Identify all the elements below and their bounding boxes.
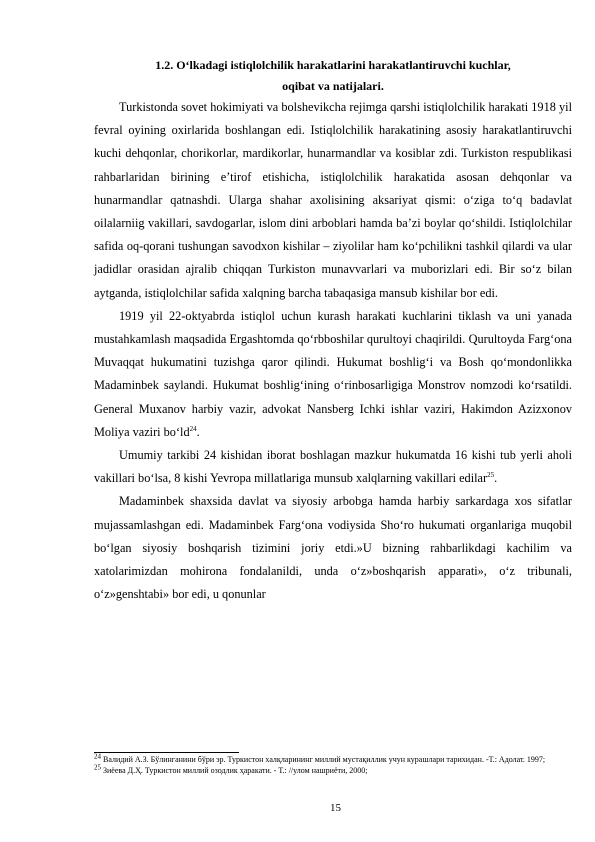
paragraph-1-text: Turkistonda sovet hokimiyati va bolshevikcha rejimga qarshi istiqlolchilik harakati 1918 yil fevral oyining oxirlarida boshlangan edi. Istiqlolchilik harakatining asosiy harakatlantiruvchi kuchi dehqonlar, chorikorlar, mardikorlar, hunarmandlar va kosiblar zdi. Turkiston respublikasi rahbarlaridan birining e’tirof etishicha, istiqlolchilik harakatida asosan dehqonlar va hunarmandlar qatnashdi. Ularga shahar axolisining aksariyat qismi: o‘ziga to‘q badavlat oilalarniig vakillari, savdogarlar, islom dini arboblari hamda ba’zi boylar qo‘shildi. Istiqlolchilar safida oq-qorani tushungan savodxon kishilar – ziyolilar ham ko‘pchilikni tashkil qilardi va ular jadidlar orasidan ajralib chiqqan Turkiston munavvarlari va muborizlari edi. Bir so‘z bilan aytganda, istiqlolchilar safida xalqning barcha tabaqasiga mansub kishilar bor edi. <box>94 100 572 300</box>
footnote-24 <box>94 752 572 766</box>
paragraph-3-tail: . <box>494 471 498 486</box>
section-heading-line-1: 1.2. O‘lkadagi istiqlolchilik harakatlarini harakatlantiruvchi kuchlar, <box>155 58 511 72</box>
footnote-25 <box>94 763 572 777</box>
paragraph-3 <box>94 444 572 490</box>
footnote-divider <box>94 752 239 753</box>
footnote-ref-25[interactable]: 25 <box>487 471 495 480</box>
footnote-number: 25 <box>94 763 101 772</box>
paragraph-1 <box>94 96 572 305</box>
footnote-ref-24[interactable]: 24 <box>189 424 197 433</box>
paragraph-2-tail: . <box>196 424 200 439</box>
footnotes <box>94 752 572 777</box>
paragraph-4 <box>94 490 572 606</box>
footnote-text: Валидий А.З. Бўлинганини бўри эр. Туркистон халқларининг миллий мустақиллик учун курашлари тарихидан. -Т.: Адолат. 1997; <box>103 755 546 764</box>
section-heading <box>94 55 572 97</box>
body-text <box>94 96 572 606</box>
footnote-text: Зиёева Д.Ҳ. Туркистон миллий озодлик ҳаракати. - Т.: //улом нашриёти, 2000; <box>103 765 368 775</box>
paragraph-2 <box>94 305 572 444</box>
paragraph-3-text: Umumiy tarkibi 24 kishidan iborat boshlagan mazkur hukumatda 16 kishi tub yerli aholi vakillari bo‘lsa, 8 kishi Yevropa millatlariga munsub xalqlarning vakillari edilar <box>94 448 572 486</box>
footnote-number: 24 <box>94 752 101 761</box>
page-number: 15 <box>330 802 341 814</box>
section-heading-line-2: oqibat va natijalari. <box>282 79 384 93</box>
paragraph-4-text: Madaminbek shaxsida davlat va siyosiy arbobga hamda harbiy sarkardaga xos sifatlar mujassamlashgan edi. Madaminbek Farg‘ona vodiysida Sho‘ro hukumati organlariga muqobil bo‘lgan siyosiy boshqarish tizimini joriy etdi.»U bizning rahbarlikdagi kachilim va xatolarimizdan mohirona fondalanildi, unda o‘z»boshqarish apparati», o‘z tribunali, o‘z»genshtabi» bor edi, u qonunlar <box>94 494 572 602</box>
paragraph-2-text: 1919 yil 22-oktyabrda istiqlol uchun kurash harakati kuchlarini tiklash va uni yanada mustahkamlash maqsadida Ergashtomda qo‘rbboshilar qurultoyi chaqirildi. Qurultoyda Farg‘ona Muvaqqat hukumatini tuzishga qaror qilindi. Hukumat boshlig‘i va Bosh qo‘mondonlikka Madaminbek saylandi. Hukumat boshlig‘ining o‘rinbosarligiga Monstrov nomzodi ko‘rsatildi. General Muxanov harbiy vazir, advokat Nansberg Ichki ishlar vaziri, Hakimdon Azizxonov Moliya vaziri bo‘ld <box>94 308 572 439</box>
